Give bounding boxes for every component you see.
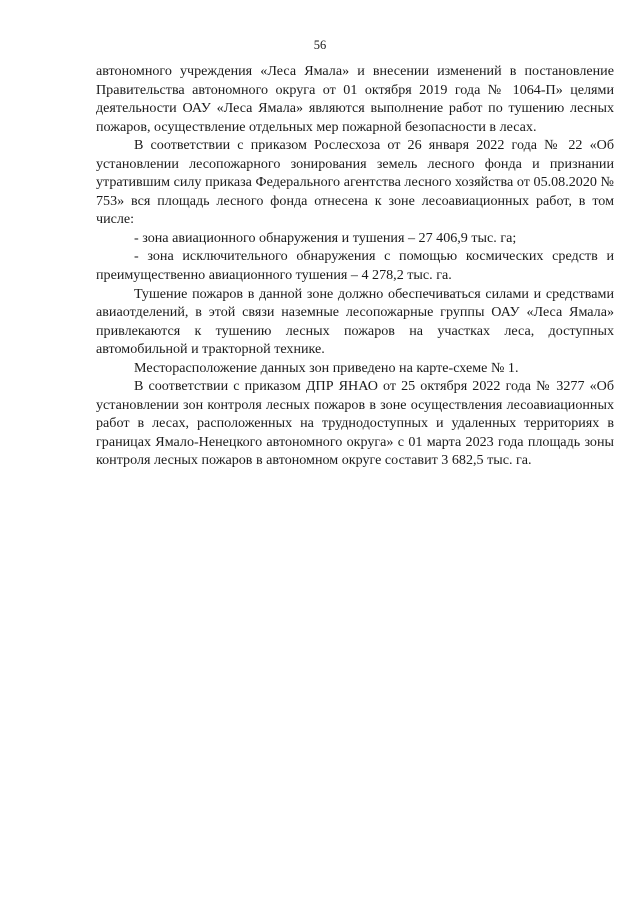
body-text	[96, 62, 614, 470]
paragraph-fire-suppression: Тушение пожаров в данной зоне должно обеспечиваться силами и средствами авиаотделений, в этой связи наземные лесопожарные группы ОАУ «Леса Ямала» привлекаются к тушению лесных пожаров на участках леса, доступных автомобильной и тракторной технике.	[96, 285, 614, 358]
list-item-aviation-zone: - зона авиационного обнаружения и тушения – 27 406,9 тыс. га;	[134, 229, 517, 246]
list-item-space-detection-zone: - зона исключительного обнаружения с помощью космических средств и преимущественно авиационного тушения – 4 278,2 тыс. га.	[96, 248, 614, 284]
page-number: 56	[313, 38, 327, 52]
paragraph-rosleshoz-order: В соответствии с приказом Рослесхоза от 26 января 2022 года № 22 «Об установлении лесопожарного зонирования земель лесного фонда и признании утратившим силу приказа Федерального агентства лесного хозяйства от 05.08.2020 № 753» вся площадь лесного фонда отнесена к зоне лесоавиационных работ, в том числе:	[96, 137, 614, 228]
paragraph-dpr-order: В соответствии с приказом ДПР ЯНАО от 25 октября 2022 года № 3277 «Об установлении зон контроля лесных пожаров в зоне осуществления лесоавиационных работ в лесах, расположенных на труднодоступных и удаленных территориях в границах Ямало-Ненецкого автономного округа» с 01 марта 2023 года площадь зоны контроля лесных пожаров в автономном округе составит 3 682,5 тыс. га.	[96, 378, 614, 469]
paragraph-continuation: автономного учреждения «Леса Ямала» и внесении изменений в постановление Правительства автономного округа от 01 октября 2019 года № 1064-П» целями деятельности ОАУ «Леса Ямала» являются выполнение работ по тушению лесных пожаров, осуществление отдельных мер пожарной безопасности в лесах.	[96, 63, 614, 135]
paragraph-map-reference: Месторасположение данных зон приведено на карте-схеме № 1.	[134, 359, 519, 376]
